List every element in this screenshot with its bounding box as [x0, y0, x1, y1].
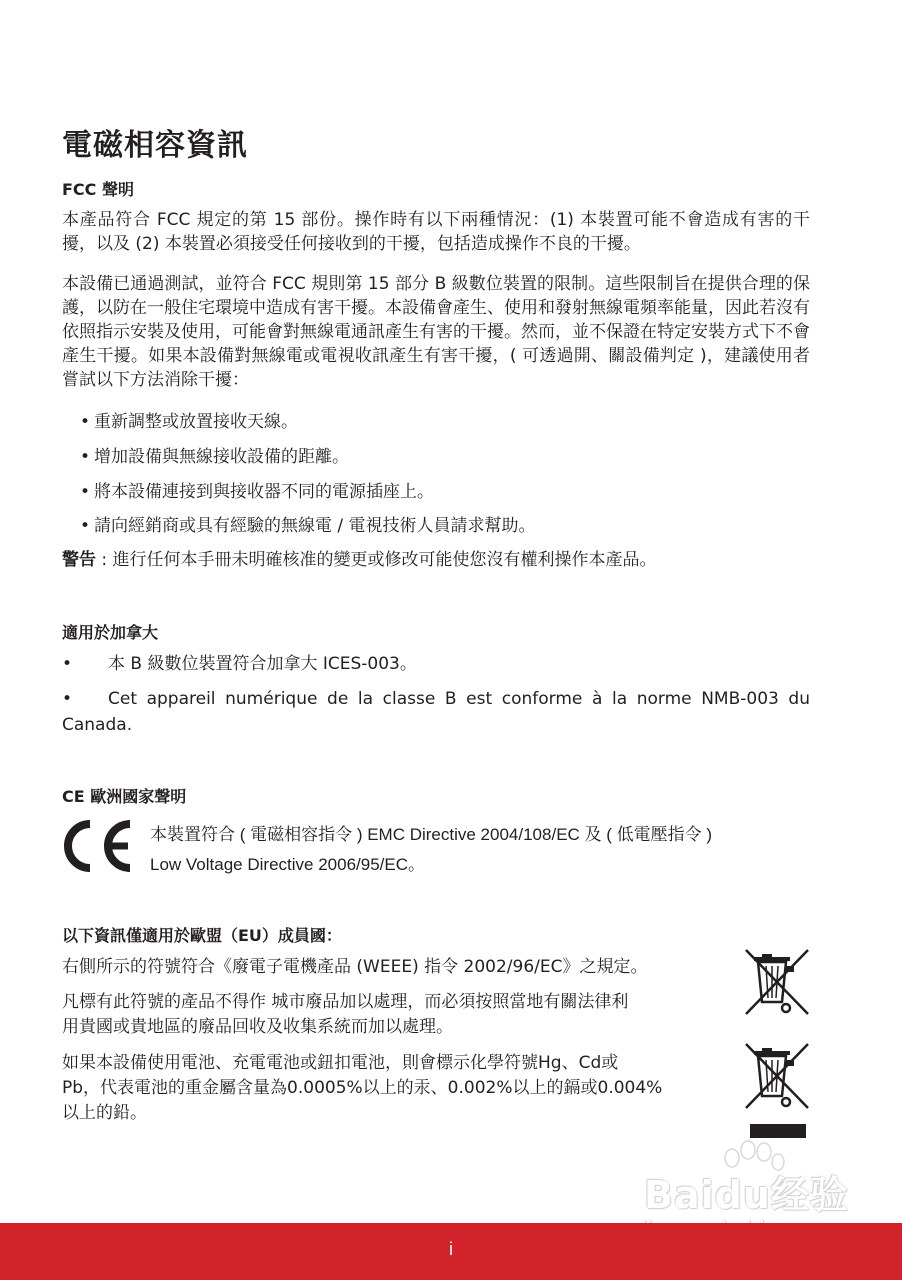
eu-paragraph-3-line: Pb，代表電池的重金屬含量為0.0005%以上的汞、0.002%以上的鎘或0.004%: [62, 1078, 663, 1098]
fcc-heading: FCC 聲明: [62, 180, 134, 199]
ce-line-1: 本裝置符合 ( 電磁相容指令 ) EMC Directive 2004/108/EC 及 ( 低電壓指令 ): [150, 825, 713, 844]
ce-line-2: Low Voltage Directive 2006/95/EC。: [150, 855, 425, 874]
eu-paragraph-3-line: 如果本設備使用電池、充電電池或鈕扣電池，則會標示化學符號Hg、Cd或: [62, 1053, 619, 1073]
canada-item: [62, 651, 810, 677]
battery-weee-bin-icon: [742, 1040, 812, 1140]
eu-paragraph-1: 右側所示的符號符合《廢電子電機產品 (WEEE) 指令 2002/96/EC》之規定。: [62, 957, 648, 977]
fcc-bullet-text: 請向經銷商或具有經驗的無線電 / 電視技術人員請求幫助。: [94, 516, 536, 536]
canada-item-text: Cet appareil numérique de la classe B est conforme à la norme NMB-003 du Canada.: [62, 689, 810, 735]
fcc-bullet: • 增加設備與無線接收設備的距離。: [80, 447, 349, 467]
footer-bar: [0, 1223, 902, 1280]
fcc-warning: [62, 548, 810, 572]
canada-item-text: 本 B 級數位裝置符合加拿大 ICES-003。: [108, 654, 417, 674]
fcc-paragraph-2: 本設備已通過測試，並符合 FCC 規則第 15 部分 B 級數位裝置的限制。這些限制旨在提供合理的保護，以防在一般住宅環境中造成有害干擾。本設備會產生、使用和發射無線電頻率能量，因此若沒有依照指示安裝及使用，可能會對無線電通訊產生有害的干擾。然而，並不保證在特定安裝方式下不會產生干擾。如果本設備對無線電或電視收訊產生有害干擾，( 可透過開、關設備判定 )，建議使用者嘗試以下方法消除干擾：: [62, 274, 810, 390]
eu-paragraph-2: [62, 990, 732, 1040]
page-number: i: [449, 1239, 453, 1259]
bullet-mark: •: [62, 654, 73, 674]
warning-text: : 進行任何本手冊未明確核准的變更或修改可能使您沒有權利操作本產品。: [96, 550, 657, 570]
ce-statement: [150, 820, 815, 880]
ce-mark-icon: [58, 820, 134, 872]
canada-item: [62, 686, 810, 738]
fcc-paragraph-1: 本產品符合 FCC 規定的第 15 部份。操作時有以下兩種情況：(1) 本裝置可能不會造成有害的干擾，以及 (2) 本裝置必須接受任何接收到的干擾，包括造成操作不良的干擾。: [62, 210, 810, 254]
fcc-bullet-text: 重新調整或放置接收天線。: [94, 412, 298, 432]
watermark-main: Baidu经验: [644, 1173, 849, 1217]
eu-paragraph-2-line: 凡標有此符號的產品不得作 城市廢品加以處理，而必須按照當地有關法律利: [62, 992, 629, 1012]
bullet-mark: •: [62, 689, 73, 709]
fcc-bullet-text: 增加設備與無線接收設備的距離。: [94, 447, 349, 467]
fcc-bullet: • 重新調整或放置接收天線。: [80, 412, 298, 432]
eu-paragraph-2-line: 用貴國或貴地區的廢品回收及收集系統而加以處理。: [62, 1017, 453, 1037]
eu-paragraph-3-line: 以上的鉛。: [62, 1103, 147, 1123]
ce-heading: CE 歐洲國家聲明: [62, 787, 187, 806]
page-title: 電磁相容資訊: [62, 128, 248, 163]
fcc-bullet: • 請向經銷商或具有經驗的無線電 / 電視技術人員請求幫助。: [80, 516, 536, 536]
canada-heading: 適用於加拿大: [62, 623, 159, 642]
warning-label: 警告: [62, 550, 96, 570]
fcc-bullet: • 將本設備連接到與接收器不同的電源插座上。: [80, 482, 434, 502]
fcc-bullet-text: 將本設備連接到與接收器不同的電源插座上。: [94, 482, 434, 502]
weee-crossed-bin-icon: [742, 946, 812, 1018]
eu-heading: 以下資訊僅適用於歐盟（EU）成員國：: [62, 926, 342, 945]
eu-paragraph-3: [62, 1051, 752, 1126]
